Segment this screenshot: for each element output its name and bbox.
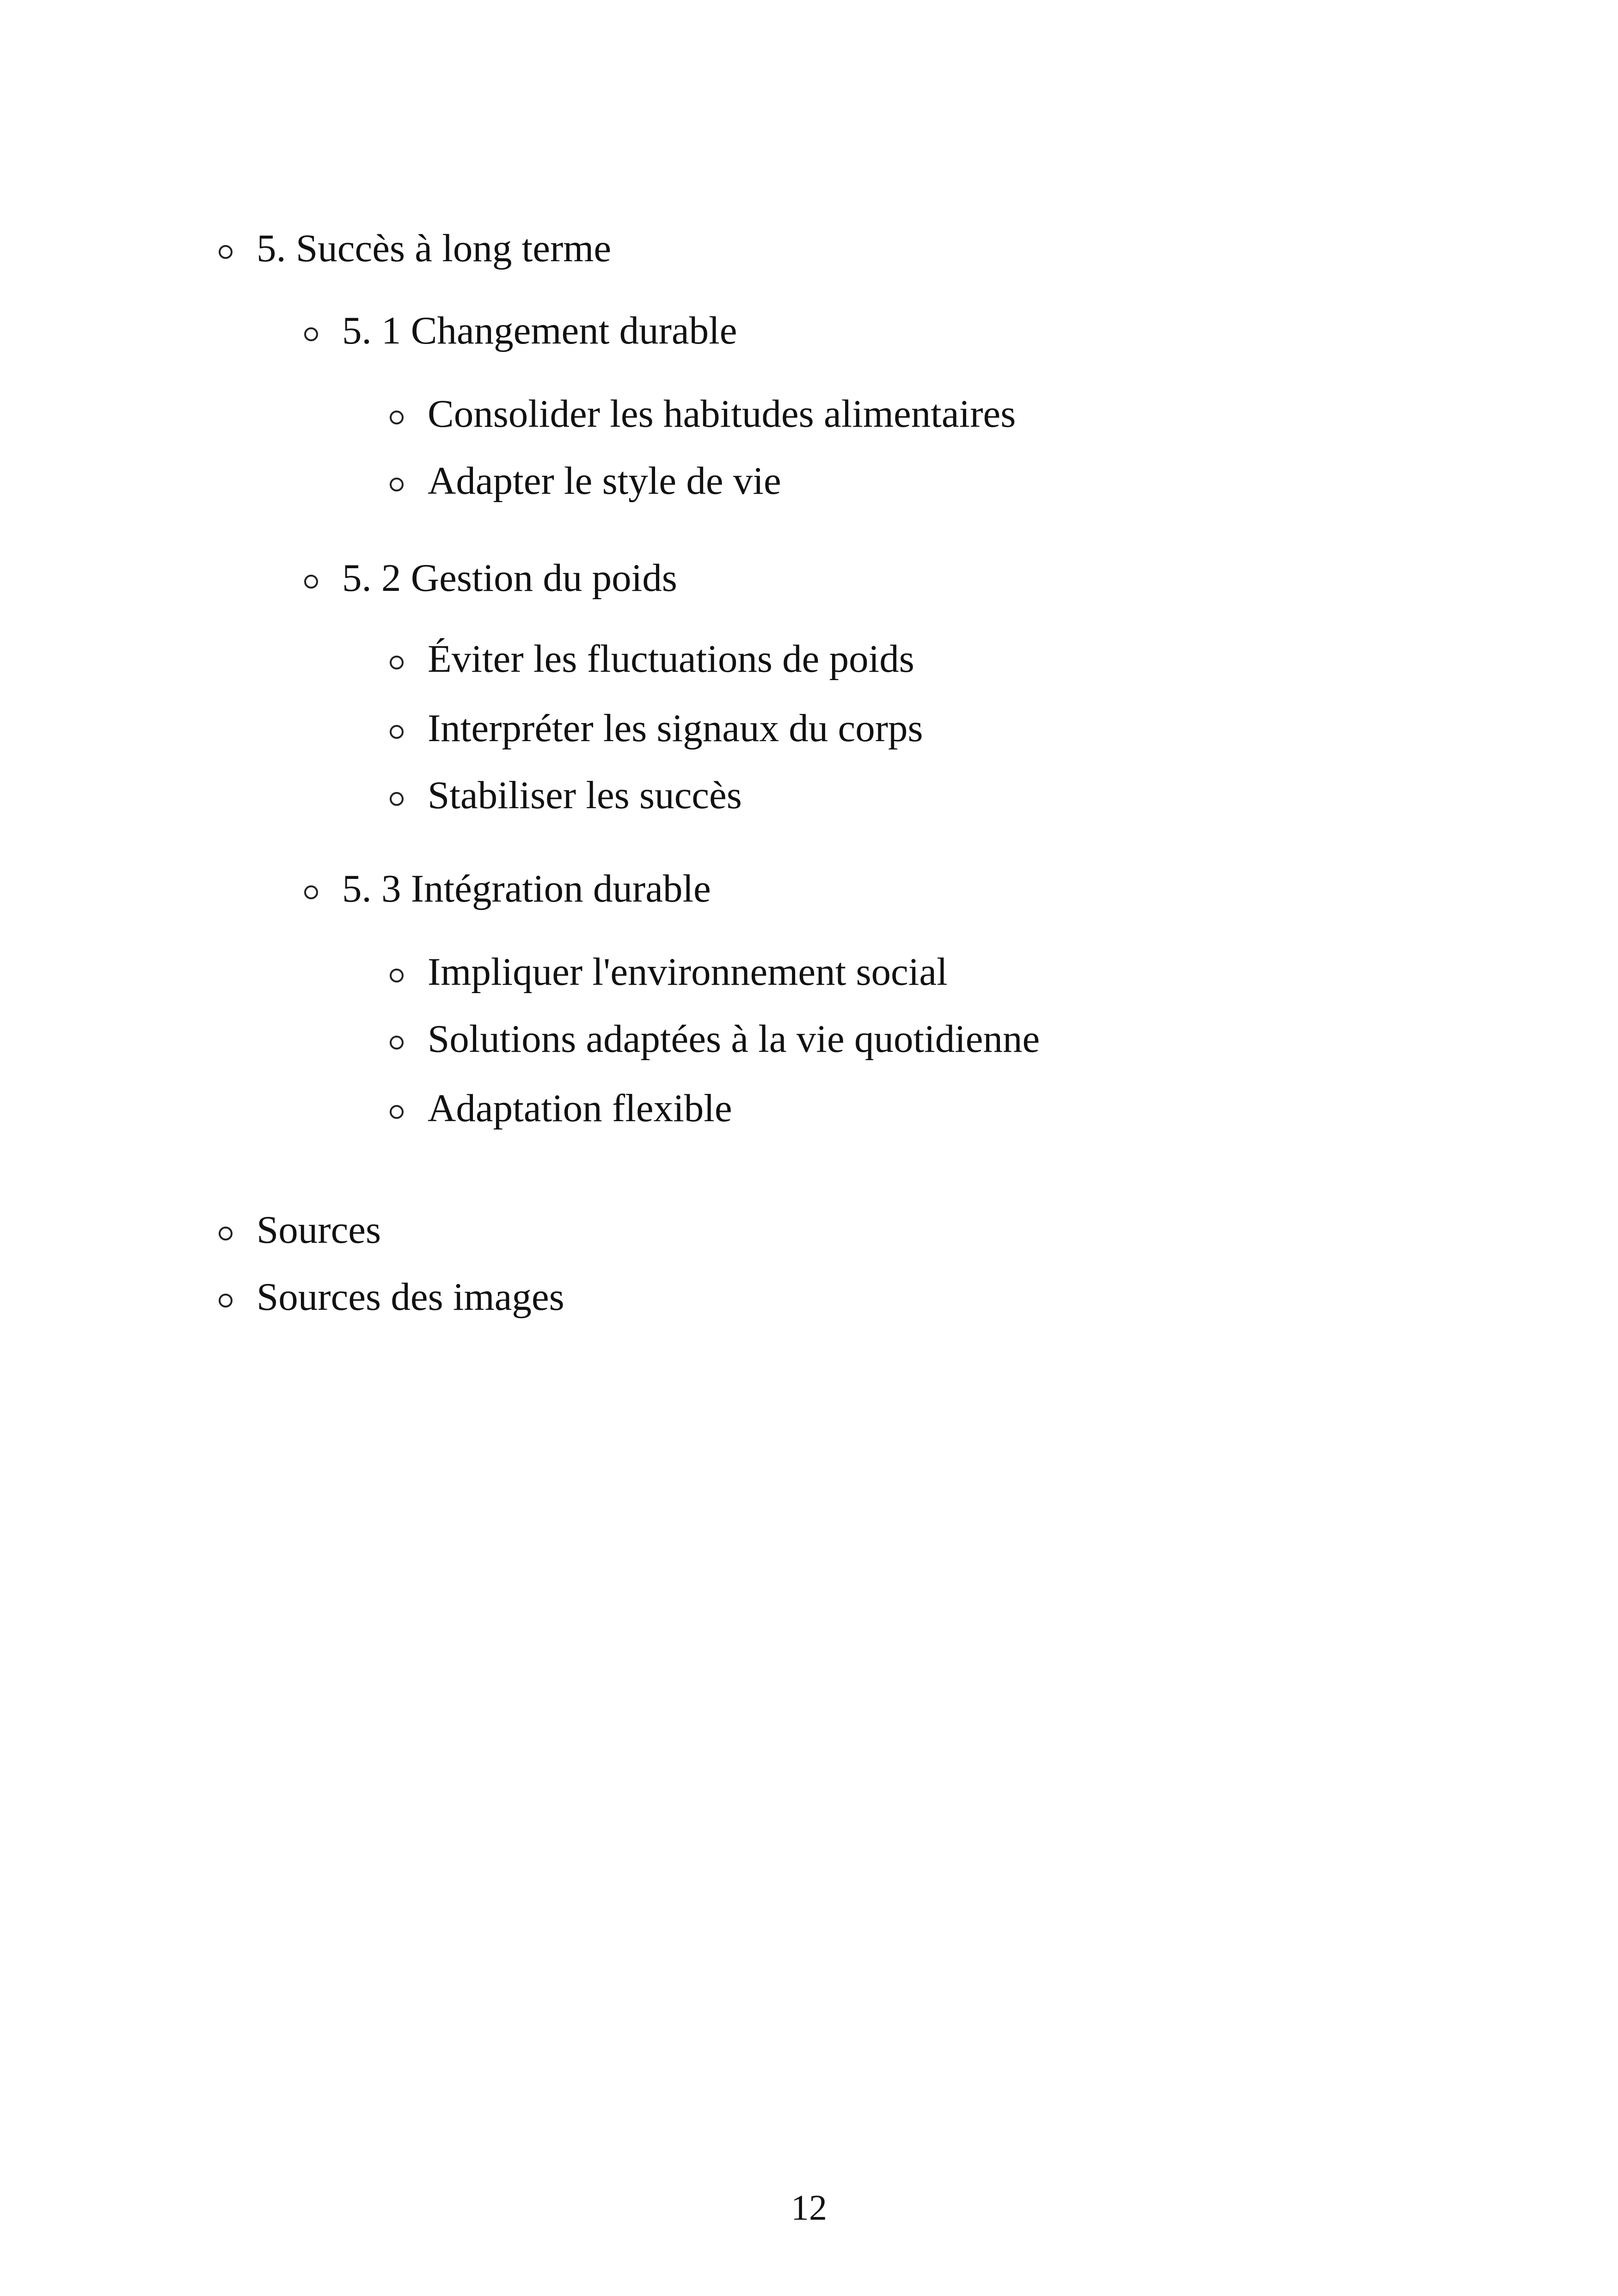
bullet-circle-icon xyxy=(304,885,318,899)
bullet-circle-icon xyxy=(390,411,404,424)
bullet-circle-icon xyxy=(219,1227,233,1240)
bullet-circle-icon xyxy=(390,1105,404,1119)
bullet-circle-icon xyxy=(219,1294,233,1308)
outline-item xyxy=(428,639,914,679)
item-label: Sources xyxy=(257,1208,381,1252)
bullet-circle-icon xyxy=(390,792,404,806)
item-label: Éviter les fluctuations de poids xyxy=(428,637,914,681)
subsection-title: 5. 2 Gestion du poids xyxy=(342,556,677,600)
bullet-circle-icon xyxy=(390,656,404,669)
outline-item xyxy=(428,952,948,992)
item-label: Consolider les habitudes alimentaires xyxy=(428,392,1016,436)
outline-item xyxy=(428,776,742,815)
item-label: Solutions adaptées à la vie quotidienne xyxy=(428,1017,1040,1061)
bullet-circle-icon xyxy=(390,969,404,982)
outline-item xyxy=(428,1019,1040,1059)
outline-item xyxy=(428,461,781,501)
bullet-circle-icon xyxy=(219,245,233,259)
outline-item-5-3 xyxy=(342,869,711,909)
outline-item-5-2 xyxy=(342,556,677,600)
subsection-title: 5. 1 Changement durable xyxy=(342,309,737,352)
bullet-circle-icon xyxy=(390,725,404,739)
item-label: Impliquer l'environnement social xyxy=(428,950,948,994)
outline-item-5-1 xyxy=(342,311,737,350)
bullet-circle-icon xyxy=(390,478,404,491)
outline-item-section-5 xyxy=(257,229,611,268)
outline-item xyxy=(428,1089,732,1128)
page-number: 12 xyxy=(791,2187,827,2228)
outline-item-sources xyxy=(257,1210,381,1250)
item-label: Interpréter les signaux du corps xyxy=(428,706,923,750)
section-title: 5. Succès à long terme xyxy=(257,227,612,270)
item-label: Adaptation flexible xyxy=(428,1087,732,1130)
bullet-circle-icon xyxy=(304,575,318,589)
bullet-circle-icon xyxy=(304,327,318,341)
outline-item-image-sources xyxy=(257,1277,564,1317)
bullet-circle-icon xyxy=(390,1036,404,1050)
item-label: Stabiliser les succès xyxy=(428,774,742,817)
item-label: Adapter le style de vie xyxy=(428,459,781,503)
subsection-title: 5. 3 Intégration durable xyxy=(342,867,711,910)
outline-item xyxy=(428,706,923,750)
item-label: Sources des images xyxy=(257,1275,564,1319)
outline-item xyxy=(428,394,1016,434)
